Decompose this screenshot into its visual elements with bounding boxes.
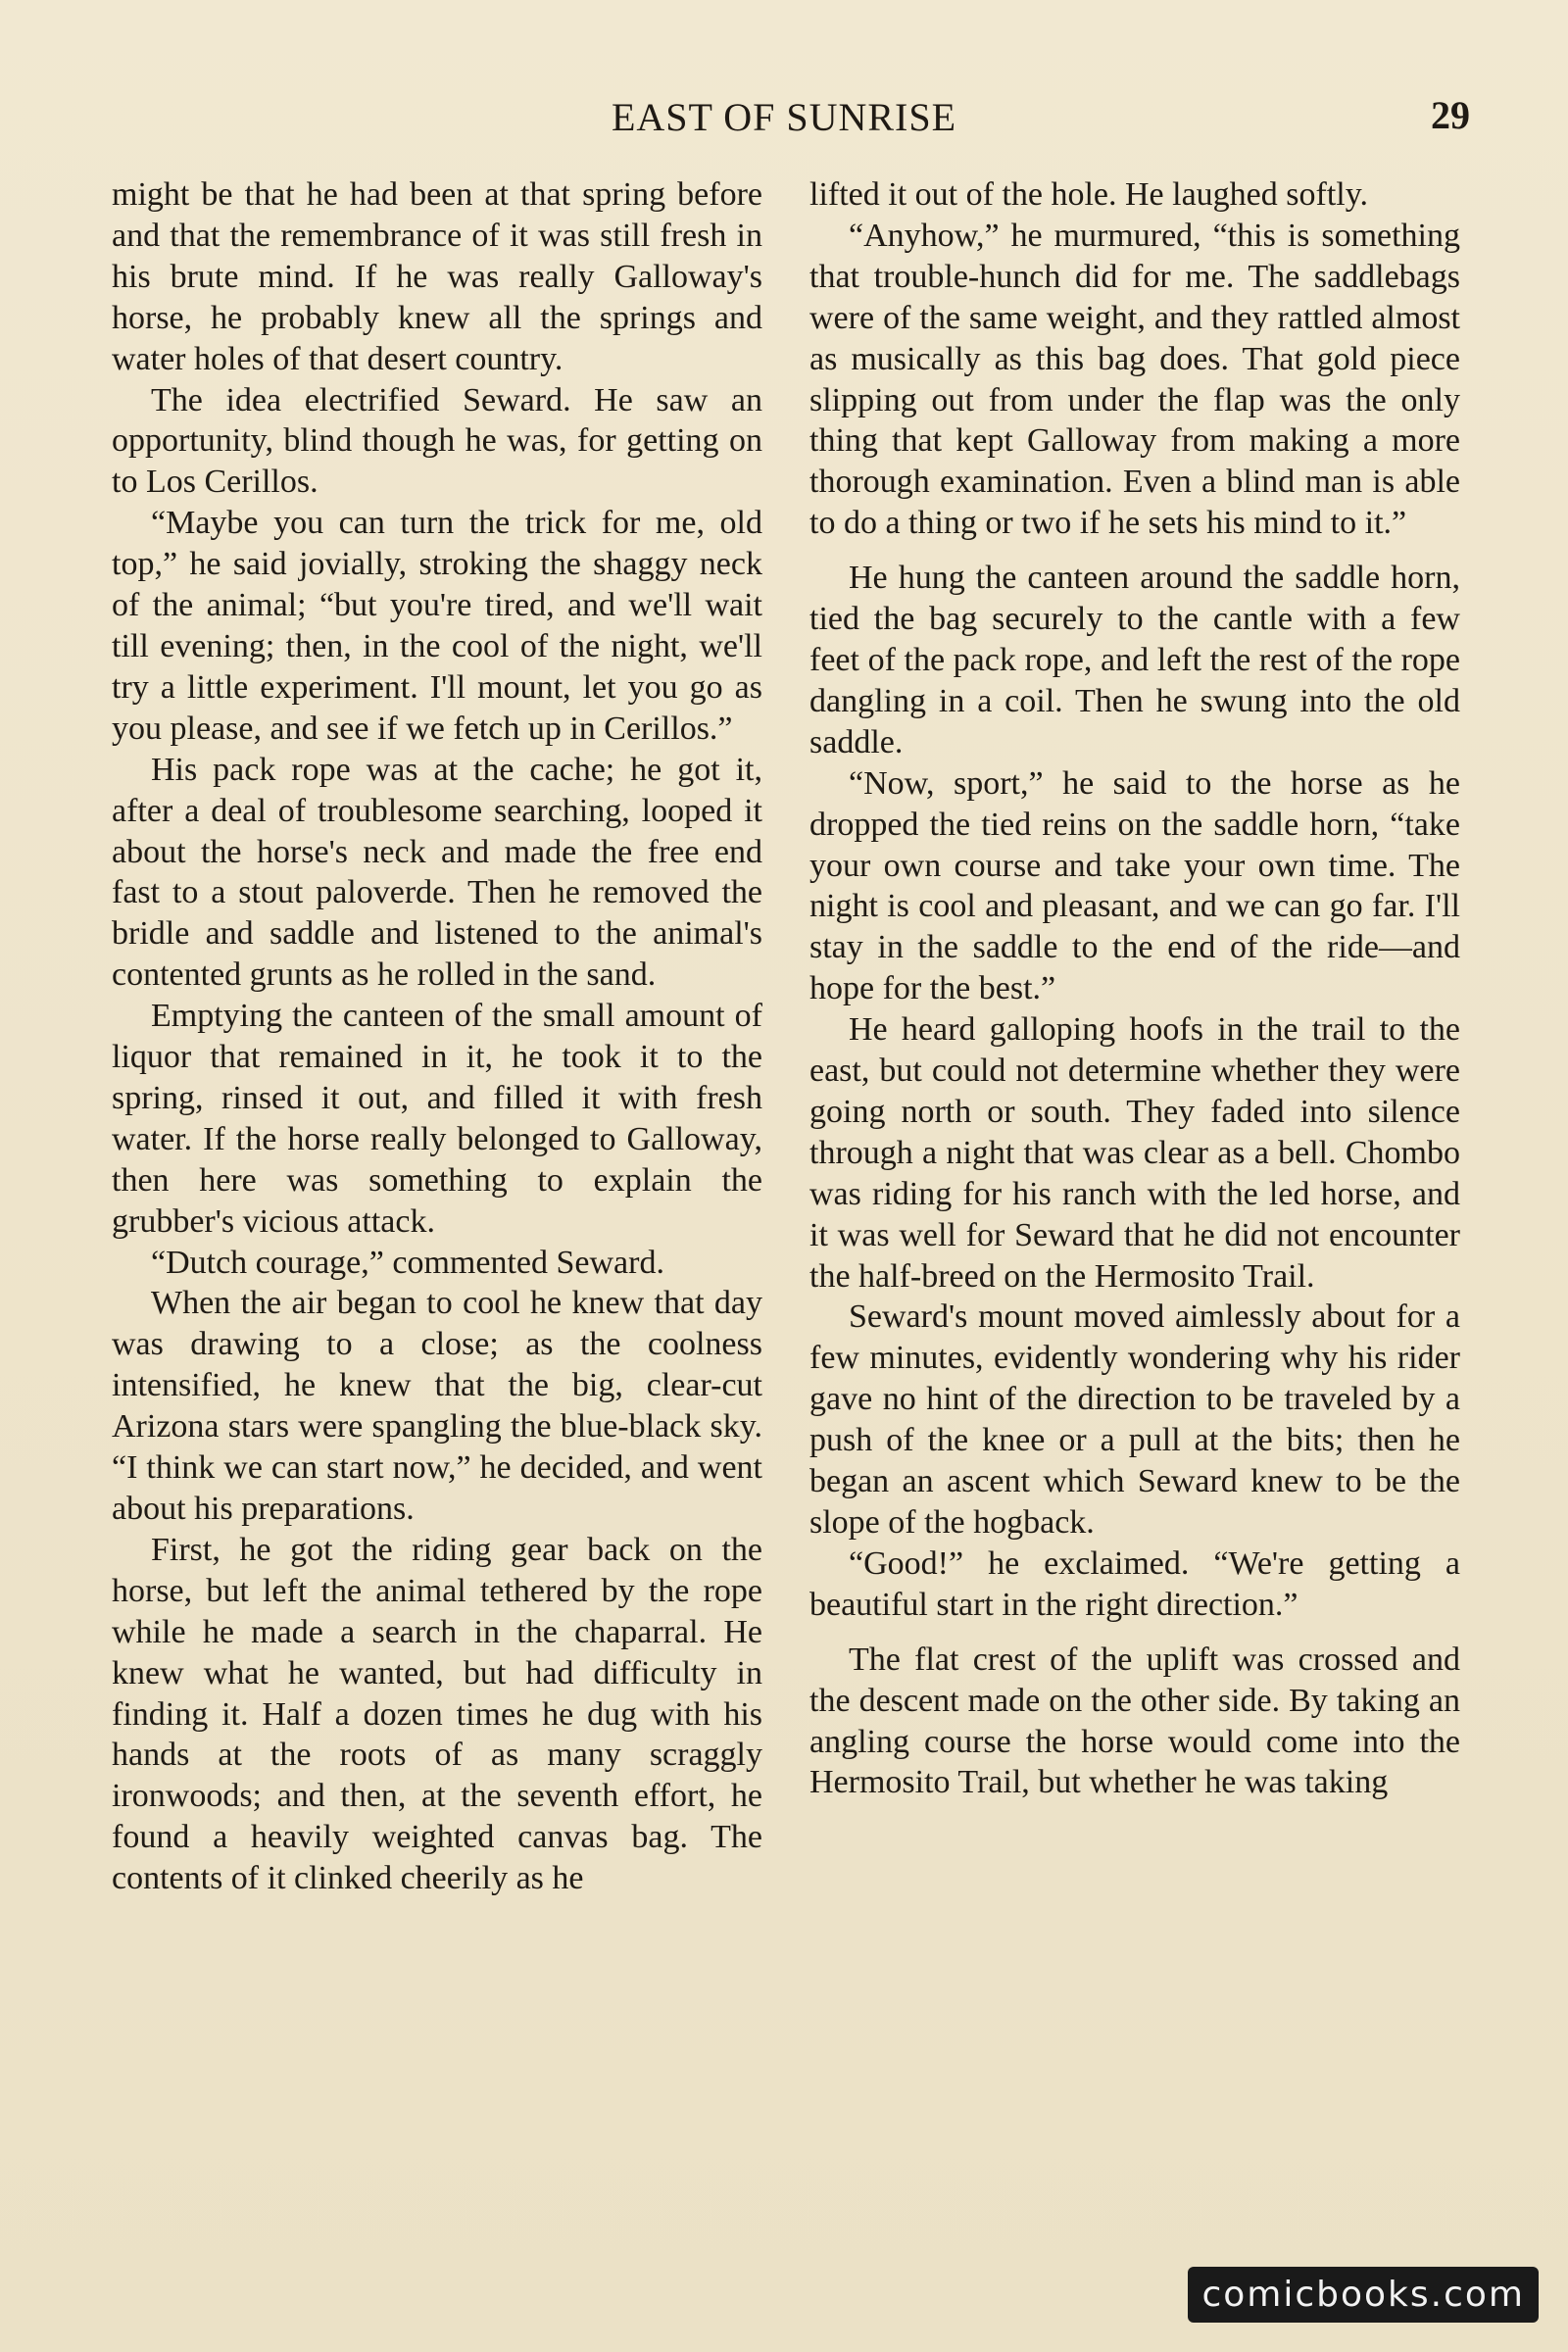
paragraph: “Anyhow,” he murmured, “this is something that trouble-hunch did for me. The saddlebags were of the same weight, and they rattled almost as musically as this bag does. That gold piece slipping out from under the flap was the only thing that kept Galloway from making a more thorough examination. Even a blind man is able to do a thing or two if he sets his mind to it.” xyxy=(809,217,1460,542)
paragraph: “Good!” he exclaimed. “We're getting a beautiful start in the right direction.” xyxy=(809,1544,1460,1623)
page-number: 29 xyxy=(1431,93,1470,137)
paragraph: He heard galloping hoofs in the trail to the east, but could not determine whether they were going north or south. They faded into silence through a night that was clear as a bell. Chombo was riding for his ranch with the led horse, and it was well for Seward that he did not encounter the half-breed on the Hermosito Trail. xyxy=(809,1011,1460,1295)
paragraph: First, he got the riding gear back on the horse, but left the animal tethered by the rope while he made a search in the chaparral. He knew what he wanted, but had difficulty in finding it. Half a dozen times he dug with his hands at the roots of as many scraggly ironwoods; and then, at the seventh effort, he found a heavily weighted canvas bag. The contents of it clinked cheerily as he xyxy=(112,1531,762,1897)
paragraph: Emptying the canteen of the small amount of liquor that remained in it, he took it to the spring, rinsed it out, and filled it with fresh water. If the horse really belonged to Galloway, then here was something to explain the grubber's vicious attack. xyxy=(112,998,762,1240)
paragraph: “Now, sport,” he said to the horse as he dropped the tied reins on the saddle horn, “take your own course and take your own time. The night is cool and pleasant, and we can go far. I'll stay in the saddle to the end of the ride—and hope for the best.” xyxy=(809,764,1460,1007)
left-text-column xyxy=(112,174,762,1899)
paragraph: The flat crest of the uplift was crossed and the descent made on the other side. By taking an angling course the horse would come into the Hermosito Trail, but whether he was taking xyxy=(809,1641,1460,1801)
right-text-column xyxy=(809,174,1460,1803)
site-watermark: comicbooks.com xyxy=(1188,2267,1539,2323)
paragraph: “Dutch courage,” commented Seward. xyxy=(151,1244,664,1281)
paragraph: The idea electrified Seward. He saw an opportunity, blind though he was, for getting on to Los Cerillos. xyxy=(112,381,762,501)
paragraph: Seward's mount moved aimlessly about for a few minutes, evidently wondering why his rider gave no hint of the direction to be traveled by a push of the knee or a pull at the bits; then he began an ascent which Seward knew to be the slope of the hogback. xyxy=(809,1298,1460,1541)
paragraph: His pack rope was at the cache; he got it, after a deal of troublesome searching, looped it about the horse's neck and made the free end fast to a stout paloverde. Then he removed the bridle and saddle and listened to the animal's contented grunts as he rolled in the sand. xyxy=(112,751,762,994)
paragraph: He hung the canteen around the saddle horn, tied the bag securely to the cantle with a few feet of the pack rope, and left the rest of the rope dangling in a coil. Then he swung into the old saddle. xyxy=(809,560,1460,760)
paragraph: When the air began to cool he knew that day was drawing to a close; as the coolness intensified, he knew that the big, clear-cut Arizona stars were spangling the blue-black sky. “I think we can start now,” he decided, and went about his preparations. xyxy=(112,1285,762,1527)
paragraph: might be that he had been at that spring before and that the remembrance of it was still fresh in his brute mind. If he was really Galloway's horse, he probably knew all the springs and water holes of that desert country. xyxy=(112,176,762,377)
paragraph: lifted it out of the hole. He laughed softly. xyxy=(809,176,1368,213)
running-title: EAST OF SUNRISE xyxy=(611,95,957,139)
paragraph: “Maybe you can turn the trick for me, old top,” he said jovially, stroking the shaggy neck of the animal; “but you're tired, and we'll wait till evening; then, in the cool of the night, we'll try a little experiment. I'll mount, let you go as you please, and see if we fetch up in Cerillos.” xyxy=(112,505,762,747)
